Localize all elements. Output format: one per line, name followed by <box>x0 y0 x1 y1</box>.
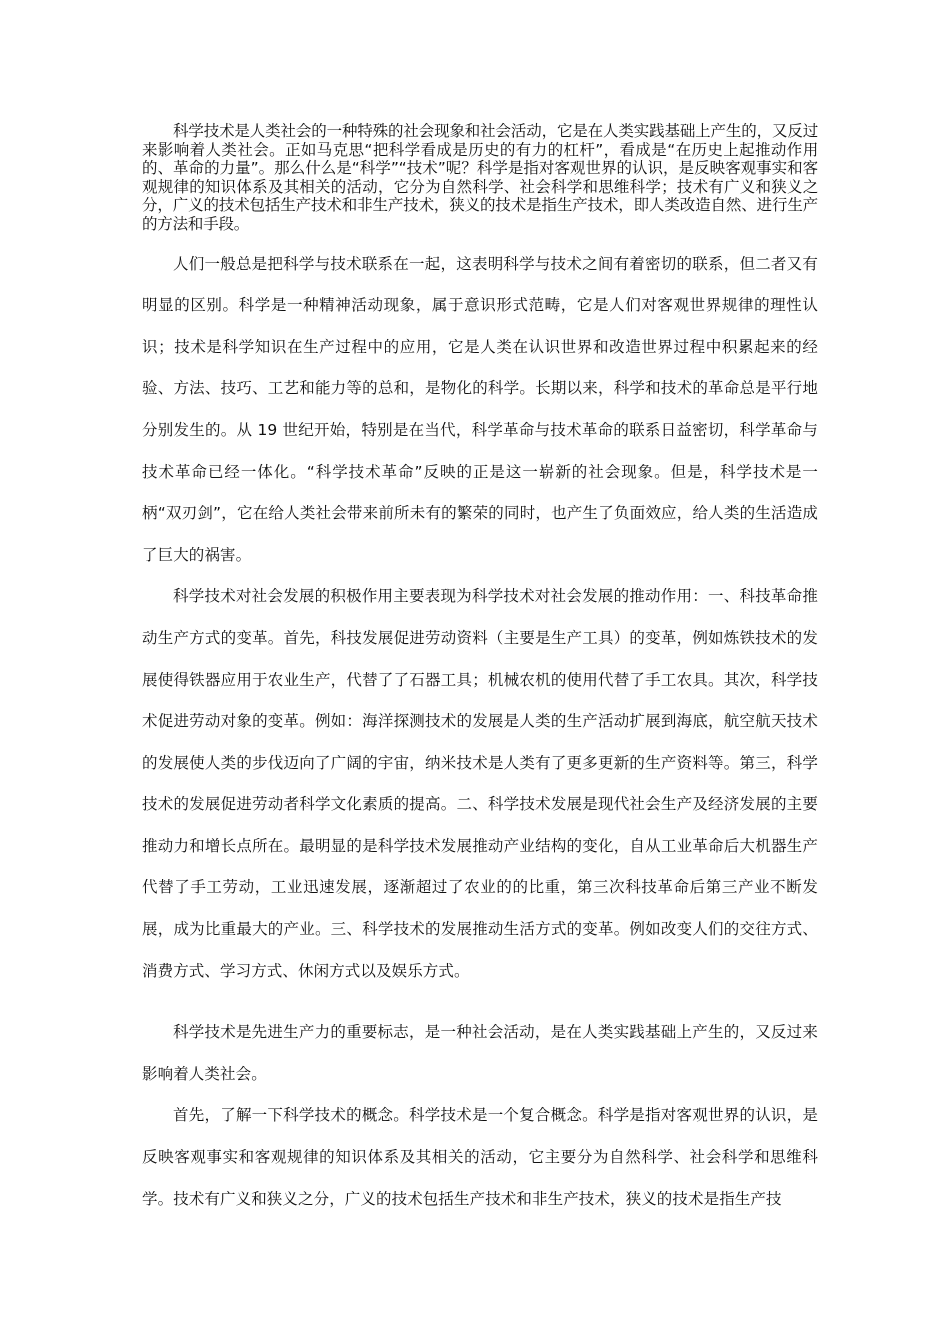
paragraph-positive-effects: 科学技术对社会发展的积极作用主要表现为科学技术对社会发展的推动作用：一、科技革命推动生产方式的变革。首先，科技发展促进劳动资料（主要是生产工具）的变革，例如炼铁技术的发展使得铁器应用于农业生产，代替了了石器工具；机械农机的使用代替了手工农具。其次，科学技术促进劳动对象的变革。例如：海洋探测技术的发展是人类的生产活动扩展到海底，航空航天技术的发展使人类的步伐迈向了广阔的宇宙，纳米技术是人类有了更多更新的生产资料等。第三，科学技术的发展促进劳动者科学文化素质的提高。二、科学技术发展是现代社会生产及经济发展的主要推动力和增长点所在。最明显的是科学技术发展推动产业结构的变化，自从工业革命后大机器生产代替了手工劳动，工业迅速发展，逐渐超过了农业的的比重，第三次科技革命后第三产业不断发展，成为比重最大的产业。三、科学技术的发展推动生活方式的变革。例如改变人们的交往方式、消费方式、学习方式、休闲方式以及娱乐方式。 <box>142 587 818 980</box>
paragraph-science-vs-technology: 人们一般总是把科学与技术联系在一起，这表明科学与技术之间有着密切的联系，但二者又有明显的区别。科学是一种精神活动现象，属于意识形式范畴，它是人们对客观世界规律的理性认识；技术是科学知识在生产过程中的应用，它是人类在认识世界和改造世界过程中积累起来的经验、方法、技巧、工艺和能力等的总和，是物化的科学。长期以来，科学和技术的革命总是平行地分别发生的。从 19 世纪开始，特别是在当代，科学革命与技术革命的联系日益密切，科学革命与技术革命已经一体化。“科学技术革命”反映的正是这一崭新的社会现象。但是，科学技术是一柄“双刃剑”，它在给人类社会带来前所未有的繁荣的同时，也产生了负面效应，给人类的生活造成了巨大的祸害。 <box>142 254 818 564</box>
paragraph-spacer <box>142 992 818 1012</box>
paragraph-intro: 科学技术是人类社会的一种特殊的社会现象和社会活动，它是在人类实践基础上产生的，又反过来影响着人类社会。正如马克思“把科学看成是历史的有力的杠杆”，看成是“在历史上起推动作用的、革命的力量”。那么什么是“科学”“技术”呢？科学是指对客观世界的认识，是反映客观事实和客观规律的知识体系及其相关的活动，它分为自然科学、社会科学和思维科学；技术有广义和狭义之分，广义的技术包括生产技术和非生产技术，狭义的技术是指生产技术，即人类改造自然、进行生产的方法和手段。 <box>142 122 818 233</box>
paragraph-productivity: 科学技术是先进生产力的重要标志，是一种社会活动，是在人类实践基础上产生的，又反过来影响着人类社会。 <box>142 1023 818 1083</box>
document-page <box>142 122 818 1220</box>
paragraph-concept: 首先，了解一下科学技术的概念。科学技术是一个复合概念。科学是指对客观世界的认识，是反映客观事实和客观规律的知识体系及其相关的活动，它主要分为自然科学、社会科学和思维科学。技术有广义和狭义之分，广义的技术包括生产技术和非生产技术，狭义的技术是指生产技 <box>142 1106 818 1208</box>
